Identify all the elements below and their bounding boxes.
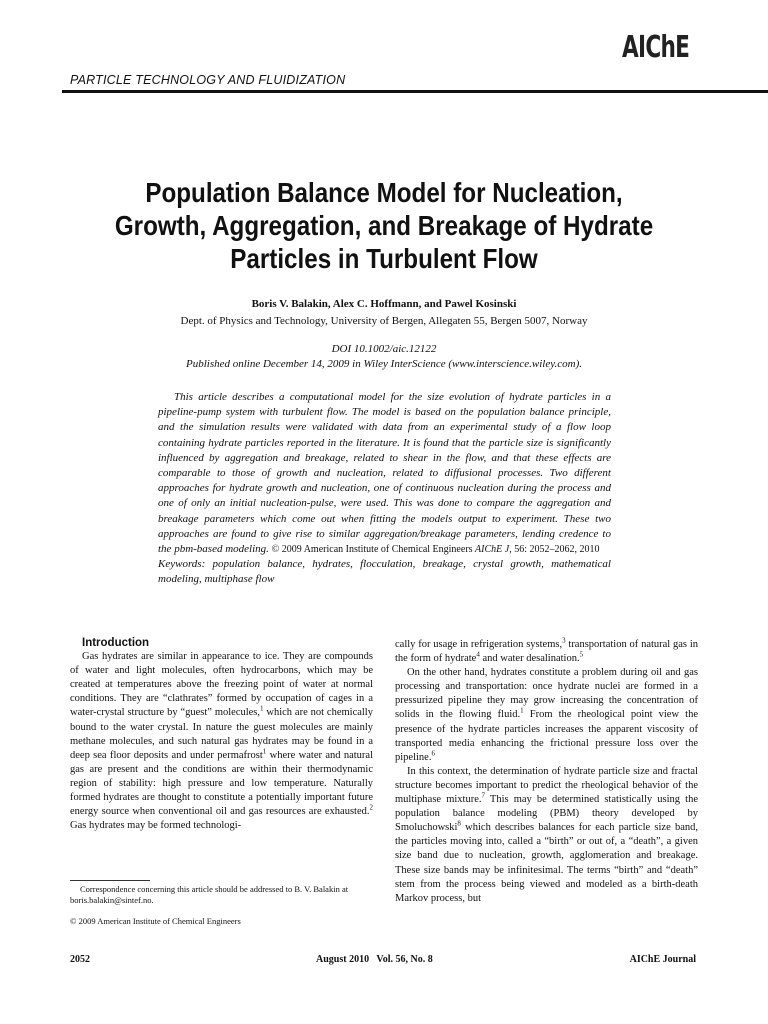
article-title: Population Balance Model for Nucleation, Growth, Aggregation, and Breakage of Hydrate Particles in Turbulent Flow (114, 177, 654, 274)
authors: Boris V. Balakin, Alex C. Hoffmann, and Pawel Kosinski (251, 298, 517, 310)
abstract-text: This article describes a computational model for the size evolution of hydrate particles in a pipeline-pump system with turbulent flow. The model is based on the population balance principle, and the simulation results were validated with data from an experimental study of a flow loop containing hydrate particles reported in the literature. It is found that the particle size is significantly influenced by aggregation and breakage, related to shear in the flow, and that these effects are comparable to those of growth and nucleation, related to diffusional processes. Two different approaches for hydrate growth and nucleation, one of continuous nucleation during the process and one of only an initial nucleation-pulse, were used. This was done to compare the aggregation and breakage parameters which come out when fitting the models output to experiment. These two approaches are found to give rise to similar aggregation/breakage parameters, lending credence to the pbm-based modeling. (158, 391, 611, 556)
abstract-citation: © 2009 American Institute of Chemical Engineers AIChE J, 56: 2052–2062, 2010 (271, 544, 600, 556)
left-column (70, 636, 373, 833)
intro-heading: Introduction (82, 637, 150, 649)
affiliation: Dept. of Physics and Technology, University of Bergen, Allegaten 55, Bergen 5007, Norway (180, 315, 588, 327)
intro-paragraph-1-cont: cally for usage in refrigeration systems,$^3$ transportation of natural gas in the form of hydrate$^4$ and water desalination.$^5$ (395, 636, 698, 665)
issue-info: August 2010 Vol. 56, No. 8 (316, 954, 433, 965)
right-column (395, 638, 698, 906)
intro-paragraph-1: Gas hydrates are similar in appearance to ice. They are compounds of water and light molecules, often hydrocarbons, which may be created at temperatures above the freezing point of water at normal conditions. They are “clathrates” formed by occupation of cages in a water-crystal structure by “guest” molecules,$^1$ which are not chemically bound to the water crystal. In nature the guest molecules are mainly methane molecules, and such natural gas hydrates may be found in a deep sea floor deposits and under permafrost$^1$ where water and natural gas are present and the conditions are within their thermodynamic region of stability: high pressure and low temperature. Naturally formed hydrates are thought to constitute a potentially important future energy source when conventional oil and gas resources are exhausted.$^2$ Gas hydrates may be formed technologi- (70, 651, 374, 832)
abstract (158, 390, 611, 588)
page-number: 2052 (70, 954, 90, 965)
publication-info: Published online December 14, 2009 in Wiley InterScience (www.interscience.wiley.com). (186, 358, 582, 370)
journal-logo: AIChE (622, 30, 690, 65)
copyright-footnote: © 2009 American Institute of Chemical Engineers (70, 916, 241, 926)
doi: DOI 10.1002/aic.12122 (331, 343, 437, 355)
header-rule (62, 90, 768, 93)
correspondence-footnote: Correspondence concerning this article should be addressed to B. V. Balakin at boris.balakin@sintef.no. (70, 884, 349, 905)
footnote-rule (70, 880, 150, 881)
intro-paragraph-3: In this context, the determination of hydrate particle size and fractal structure becomes important to predict the rheological behavior of the multiphase mixture.$^7$ This may be determined statistically using the population balance modeling (PBM) theory developed by Smoluchowski$^8$ which describes balances for each particle size band, the particles moving into, called a “birth” or out of, a “death”, a given size band due to nucleation, growth, agglomeration and breakage. These size bands may be infinitesimal. The terms “birth” and “death” stem from the process being viewed and modeled as a birth-death Markov process, but (395, 765, 698, 904)
keywords: Keywords: population balance, hydrates, flocculation, breakage, crystal growth, mathematical modeling, multiphase flow (158, 558, 611, 586)
intro-paragraph-2: On the other hand, hydrates constitute a problem during oil and gas processing and transportation: once hydrate nuclei are formed in a pressurized pipeline they may grow increasing the concentration of solids in the flowing fluid.$^1$ From the rheological point view the presence of the hydrate particles increases the apparent viscosity of transported media enhancing the frictional pressure loss over the pipeline.$^6$ (395, 667, 698, 763)
section-label: PARTICLE TECHNOLOGY AND FLUIDIZATION (70, 73, 346, 87)
journal-name: AIChE Journal (629, 954, 696, 965)
